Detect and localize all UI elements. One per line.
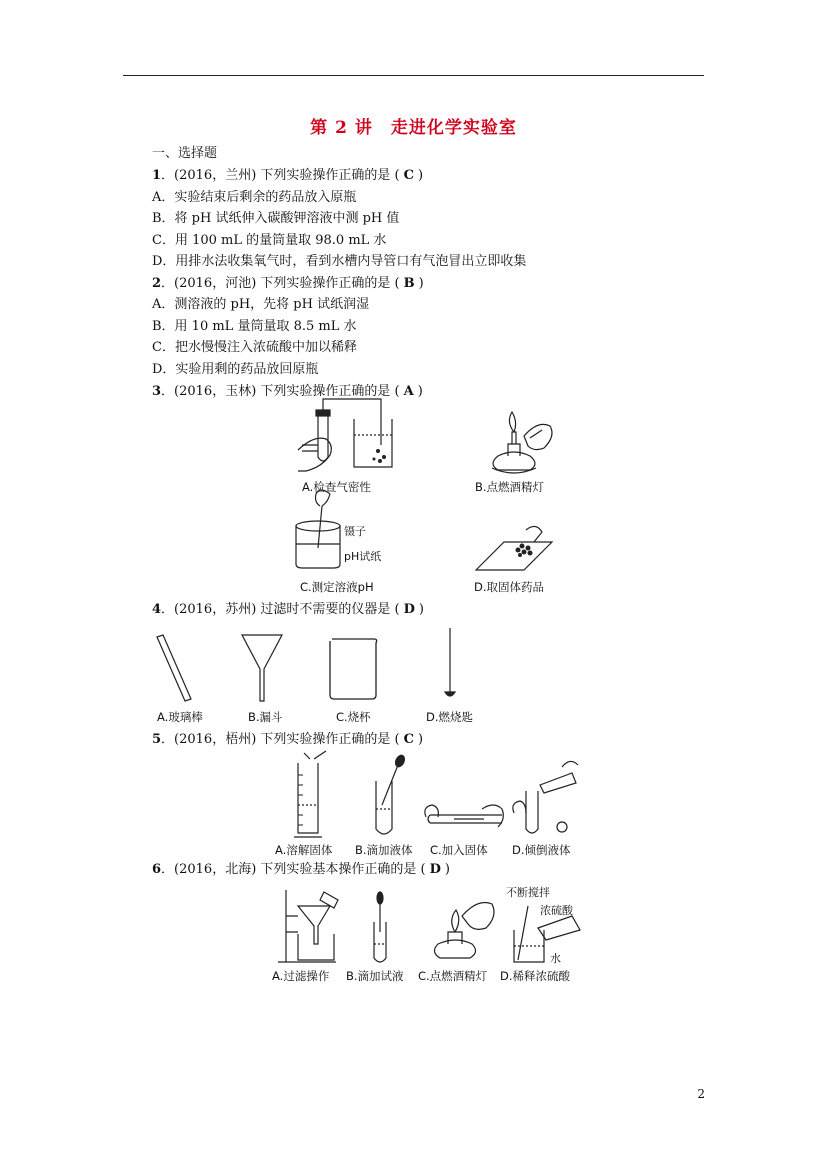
- figure-caption: C.点燃酒精灯: [418, 969, 488, 983]
- figure-caption: A.溶解固体: [275, 843, 333, 857]
- dropping-liquid-illustration: [372, 755, 412, 839]
- figure-label: 水: [550, 952, 561, 965]
- option: C．把水慢慢注入浓硫酸中加以稀释: [152, 340, 357, 355]
- figure-caption: D.燃烧匙: [426, 710, 474, 724]
- combustion-spoon-illustration: [440, 628, 460, 702]
- adding-solid-illustration: [424, 795, 506, 839]
- page-title: 第 2 讲 走进化学实验室: [310, 118, 517, 138]
- figure-label: 浓硫酸: [540, 904, 573, 917]
- alcohol-lamp-lighting-illustration: [478, 408, 558, 476]
- figure-label: 不断搅拌: [506, 886, 550, 899]
- option: D．用排水法收集氧气时，看到水槽内导管口有气泡冒出立即收集: [152, 254, 527, 269]
- dissolving-in-cylinder-illustration: [290, 755, 330, 839]
- figure-caption: A.玻璃棒: [157, 710, 203, 724]
- option: C．用 100 mL 的量筒量取 98.0 mL 水: [152, 233, 387, 248]
- question-3-stem: 3．(2016，玉林) 下列实验操作正确的是 ( A ): [152, 384, 423, 399]
- figure-label: 镊子: [344, 525, 366, 538]
- answer: A: [403, 384, 414, 399]
- option: B．将 pH 试纸伸入碳酸钾溶液中测 pH 值: [152, 211, 400, 226]
- figure-caption: C.测定溶液pH: [300, 580, 374, 594]
- figure-caption: C.加入固体: [430, 843, 488, 857]
- question-4-stem: 4．(2016，苏州) 过滤时不需要的仪器是 ( D ): [152, 602, 424, 617]
- figure-caption: B.漏斗: [248, 710, 283, 724]
- solid-reagent-illustration: [474, 520, 554, 575]
- figure-caption: D.取固体药品: [474, 580, 545, 594]
- question-1-stem: 1．(2016，兰州) 下列实验操作正确的是 ( C ): [152, 168, 424, 183]
- funnel-illustration: [240, 633, 290, 703]
- figure-caption: B.点燃酒精灯: [475, 480, 545, 494]
- answer: C: [403, 168, 414, 183]
- pouring-liquid-illustration: [512, 757, 582, 837]
- figure-caption: D.倾倒液体: [512, 843, 571, 857]
- option: A．实验结束后剩余的药品放入原瓶: [152, 190, 357, 205]
- answer: D: [403, 602, 415, 617]
- header-rule: [123, 75, 704, 76]
- figure-caption: A.检查气密性: [302, 480, 371, 494]
- airtightness-check-illustration: [296, 405, 396, 473]
- adding-reagent-illustration: [370, 892, 400, 966]
- option: A．测溶液的 pH，先将 pH 试纸润湿: [152, 297, 370, 312]
- filtration-illustration: [276, 886, 346, 966]
- figure-caption: A.过滤操作: [272, 969, 330, 983]
- figure-label: pH试纸: [344, 550, 382, 563]
- answer: C: [403, 732, 414, 747]
- figure-caption: D.稀释浓硫酸: [500, 969, 571, 983]
- alcohol-lamp-illustration: [430, 890, 500, 964]
- figure-caption: C.烧杯: [336, 710, 371, 724]
- option: B．用 10 mL 量筒量取 8.5 mL 水: [152, 319, 357, 334]
- figure-caption: B.滴加试液: [346, 969, 404, 983]
- question-5-stem: 5．(2016，梧州) 下列实验操作正确的是 ( C ): [152, 732, 424, 747]
- page-number: 2: [697, 1087, 705, 1101]
- question-2-stem: 2．(2016，河池) 下列实验操作正确的是 ( B ): [152, 276, 424, 291]
- option: D．实验用剩的药品放回原瓶: [152, 362, 319, 377]
- glass-rod-illustration: [155, 633, 195, 705]
- answer: B: [403, 276, 415, 291]
- beaker-illustration: [328, 637, 382, 701]
- question-6-stem: 6．(2016，北海) 下列实验基本操作正确的是 ( D ): [152, 862, 450, 877]
- section-heading: 一、选择题: [152, 146, 218, 161]
- figure-caption: B.滴加液体: [355, 843, 413, 857]
- answer: D: [429, 862, 441, 877]
